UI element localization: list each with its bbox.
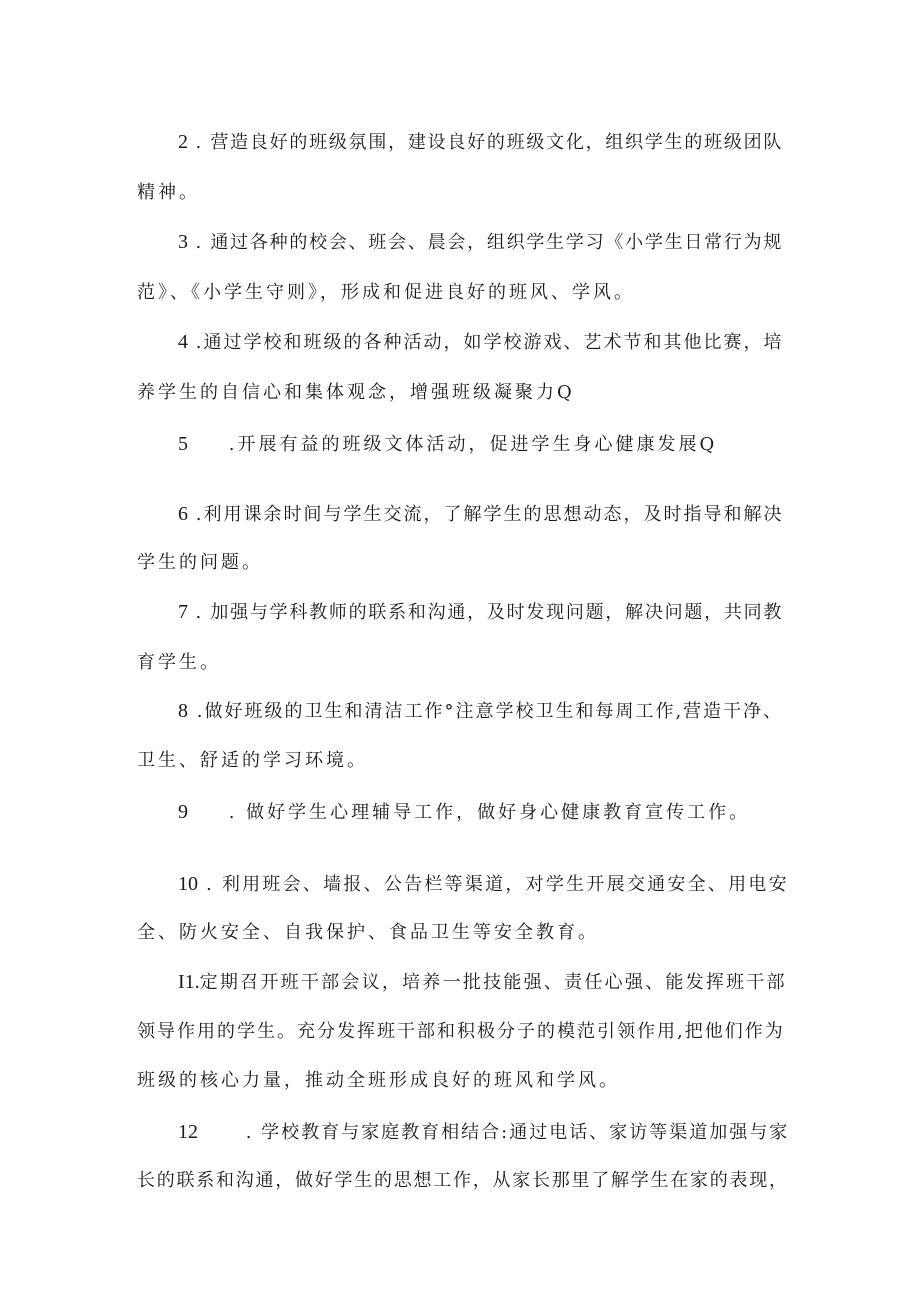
item-number: 4 bbox=[178, 331, 188, 353]
item-text: .做好班级的卫生和清洁工作°注意学校卫生和每周工作,营造干净、 bbox=[196, 701, 784, 722]
list-item-line bbox=[178, 968, 789, 994]
list-item-continuation: 领导作用的学生。充分发挥班干部和积极分子的模范引领作用,把他们作为 bbox=[137, 1021, 785, 1042]
item-number: 3 bbox=[178, 231, 188, 253]
item-text: .利用课余时间与学生交流，了解学生的思想动态，及时指导和解决 bbox=[195, 504, 784, 525]
item-text: 定期召开班干部会议，培养一批技能强、责任心强、能发挥班干部 bbox=[199, 972, 787, 993]
list-item-line bbox=[178, 228, 789, 254]
list-item-continuation: 卫生、舒适的学习环境。 bbox=[137, 750, 368, 771]
item-text: . 学校教育与家庭教育相结合:通过电话、家访等渠道加强与家 bbox=[245, 1122, 789, 1143]
list-item-continuation: 全、防火安全、自我保护、食品卫生等安全教育。 bbox=[137, 922, 599, 943]
list-item-line bbox=[178, 697, 789, 723]
list-item-line bbox=[178, 430, 789, 456]
item-number: 7 bbox=[178, 601, 188, 623]
item-number: 5 bbox=[178, 433, 188, 455]
list-item-line bbox=[178, 500, 789, 526]
list-item-continuation: 精神。 bbox=[137, 182, 200, 203]
item-text: . 加强与学科教师的联系和沟通，及时发现问题，解决问题，共同教 bbox=[195, 602, 784, 623]
item-number: 6 bbox=[178, 503, 188, 525]
item-text: .通过学校和班级的各种活动，如学校游戏、艺术节和其他比赛，培 bbox=[195, 332, 784, 353]
item-text: . 做好学生心理辅导工作，做好身心健康教育宣传工作。 bbox=[228, 802, 751, 823]
item-number: 12 bbox=[178, 1121, 198, 1143]
list-item-line bbox=[178, 328, 789, 354]
list-item-continuation: 学生的问题。 bbox=[137, 552, 263, 573]
item-number: 10 bbox=[178, 873, 198, 895]
list-item-continuation: 育学生。 bbox=[137, 652, 221, 673]
item-text: .开展有益的班级文体活动，促进学生身心健康发展Q bbox=[228, 434, 718, 455]
item-number: 8 bbox=[178, 700, 188, 722]
list-item-line bbox=[178, 798, 789, 824]
list-item-continuation: 班级的核心力量，推动全班形成良好的班风和学风。 bbox=[137, 1070, 620, 1091]
item-text: . 营造良好的班级氛围，建设良好的班级文化，组织学生的班级团队 bbox=[195, 132, 784, 153]
list-item-continuation: 长的联系和沟通，做好学生的思想工作，从家长那里了解学生在家的表现， bbox=[137, 1170, 789, 1191]
item-number: 2 bbox=[178, 131, 188, 153]
list-item-continuation: 范》、《小学生守则》，形成和促进良好的班风、学风。 bbox=[137, 282, 635, 303]
list-item-line bbox=[178, 1118, 789, 1144]
list-item-line bbox=[178, 870, 789, 896]
item-number: 9 bbox=[178, 801, 188, 823]
list-item-line bbox=[178, 128, 789, 154]
item-text: . 通过各种的校会、班会、晨会，组织学生学习《小学生日常行为规 bbox=[195, 232, 784, 253]
list-item-line bbox=[178, 598, 789, 624]
item-text: . 利用班会、墙报、公告栏等渠道，对学生开展交通安全、用电安 bbox=[205, 874, 789, 895]
item-number: I1. bbox=[178, 971, 200, 993]
list-item-continuation: 养学生的自信心和集体观念，增强班级凝聚力Q bbox=[137, 382, 575, 403]
